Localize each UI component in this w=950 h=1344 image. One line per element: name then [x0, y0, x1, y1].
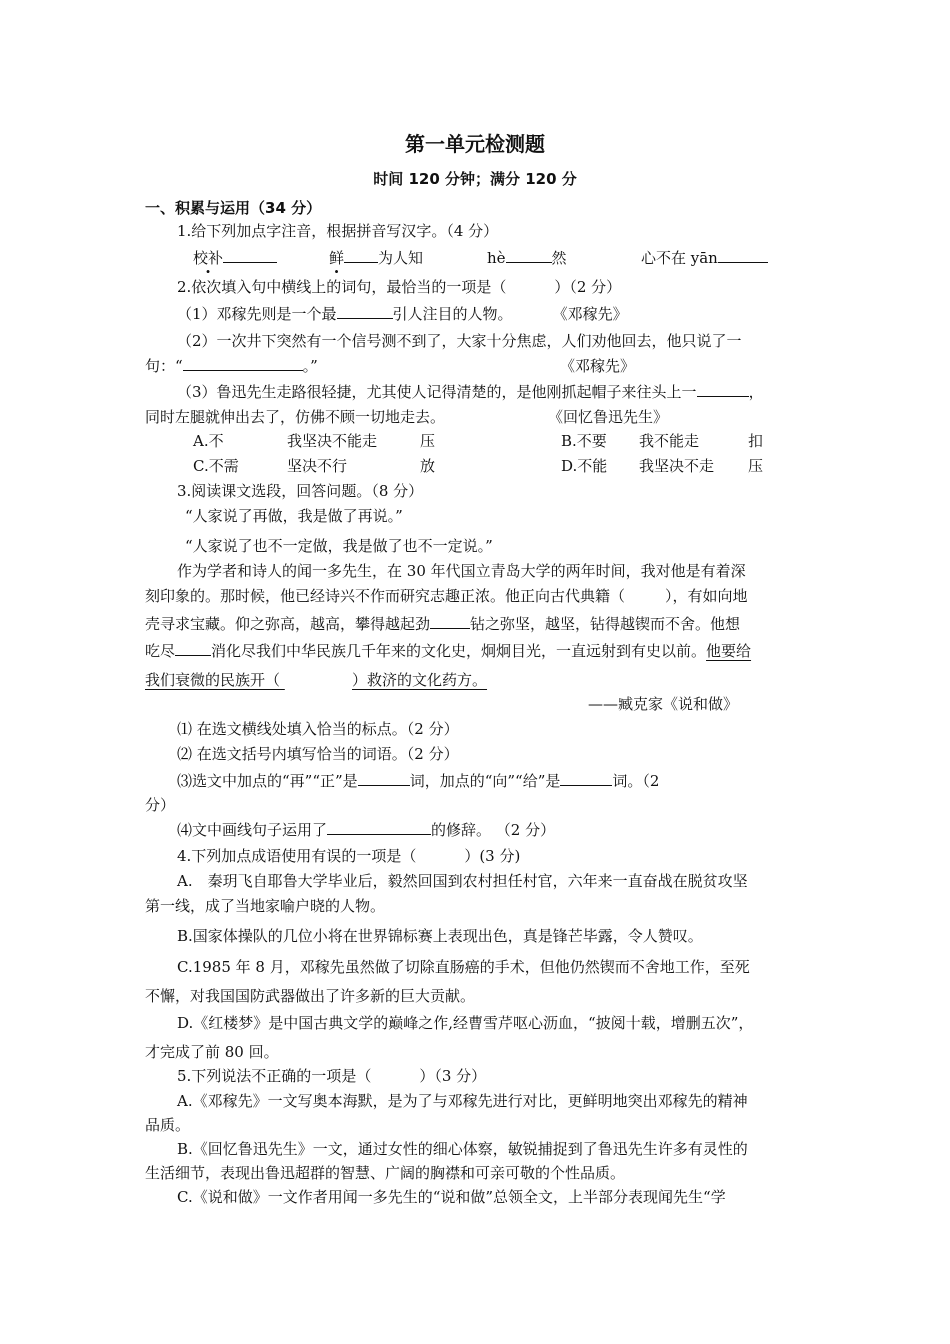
page-subtitle: 时间 120 分钟；满分 120 分 [373, 170, 577, 188]
blank[interactable] [718, 248, 768, 263]
q4-option-d-line-1[interactable]: D.《红楼梦》是中国古典文学的巅峰之作,经曹雪芹呕心沥血，“披阅十载，增删五次”， [177, 1014, 754, 1032]
q3-quote-2: “人家说了也不一定做，我是做了也不一定说。” [185, 537, 493, 555]
q1-stem: 1.给下列加点字注音，根据拼音写汉字。（4 分） [177, 222, 499, 240]
q2-option-c-1[interactable]: C.不需 [193, 457, 239, 475]
blank[interactable] [223, 248, 277, 263]
blank[interactable] [430, 614, 470, 629]
blank[interactable] [344, 248, 378, 263]
q2-option-a-2: 我坚决不能走 [287, 432, 378, 450]
q3-passage-line-2: 刻印象的。那时候，他已经诗兴不作而研究志趣正浓。他正向古代典籍（ ），有如向地 [145, 587, 748, 605]
q3-sub-4: ⑷文中画线句子运用了 的修辞。 （2 分） [177, 821, 556, 839]
q2-sentence-1: （1）邓稼先则是一个最 引人注目的人物。 《邓稼先》 [177, 305, 628, 323]
page-title: 第一单元检测题 [405, 132, 545, 156]
q2-sentence-2b: 句：“ 。” [145, 357, 318, 375]
q2-sentence-2: （2）一次井下突然有一个信号测不到了，大家十分焦虑，人们劝他回去，他只说了一 [177, 332, 742, 350]
blank[interactable] [697, 382, 749, 397]
q3-passage-line-1: 作为学者和诗人的闻一多先生，在 30 年代国立青岛大学的两年时间，我对他是有着深 [177, 562, 746, 580]
q2-sentence-3b: 同时左腿就伸出去了，仿佛不顾一切地走去。 [145, 408, 446, 426]
q2-option-d-1[interactable]: D.不能 [561, 457, 608, 475]
q1-item-3: hè 然 [487, 249, 567, 267]
q3-passage-line-5: 我们衰微的民族开（ ）救济的文化药方。 [145, 671, 488, 689]
section-heading: 一、积累与运用（34 分） [145, 199, 322, 217]
blank[interactable] [327, 820, 431, 835]
blank[interactable] [183, 356, 303, 371]
q2-option-b-1[interactable]: B.不要 [561, 432, 607, 450]
q3-sub-3b: 分） [145, 796, 176, 814]
blank[interactable] [560, 771, 612, 786]
q3-sub-3: ⑶选文中加点的“再”“正”是 词，加点的“向”“给”是 词。（2 [177, 772, 660, 790]
q5-option-b-line-2: 生活细节，表现出鲁迅超群的智慧、广阔的胸襟和可亲可敬的个性品质。 [145, 1164, 626, 1182]
q2-option-b-2: 我不能走 [639, 432, 700, 450]
q5-option-a-line-2: 品质。 [145, 1116, 191, 1134]
blank[interactable] [358, 771, 410, 786]
q1-item-2: 鲜 为人知 [329, 249, 424, 267]
q4-option-c-line-2: 不懈，对我国国防武器做出了许多新的巨大贡献。 [145, 987, 476, 1005]
q2-source-2: 《邓稼先》 [560, 357, 636, 375]
q3-sub-2: ⑵ 在选文括号内填写恰当的词语。（2 分） [177, 745, 459, 763]
blank[interactable] [506, 248, 552, 263]
q3-quote-1: “人家说了再做，我是做了再说。” [185, 507, 403, 525]
q3-sub-1: ⑴ 在选文横线处填入恰当的标点。（2 分） [177, 720, 459, 738]
blank[interactable] [175, 641, 211, 656]
q2-option-d-2: 我坚决不走 [639, 457, 715, 475]
q4-option-d-line-2: 才完成了前 80 回。 [145, 1043, 279, 1061]
q5-option-b-line-1[interactable]: B.《回忆鲁迅先生》一文，通过女性的细心体察，敏锐捕捉到了鲁迅先生许多有灵性的 [177, 1140, 748, 1158]
q2-option-b-3: 扣 [748, 432, 764, 450]
q3-passage-line-3: 壳寻求宝藏。仰之弥高，越高，攀得越起劲 钻之弥坚，越坚，钻得越锲而不舍。他想 [145, 615, 741, 633]
q2-option-a-1[interactable]: A.不 [193, 432, 224, 450]
q4-option-a-line-1[interactable]: A. 秦玥飞自耶鲁大学毕业后，毅然回国到农村担任村官，六年来一直奋战在脱贫攻坚 [177, 872, 748, 890]
q4-stem: 4.下列加点成语使用有误的一项是（ ）(3 分) [177, 847, 521, 865]
blank[interactable] [280, 670, 352, 690]
q2-sentence-3: （3）鲁迅先生走路很轻捷，尤其使人记得清楚的，是他刚抓起帽子来往头上一 ， [177, 383, 764, 401]
q3-source: ——臧克家《说和做》 [588, 695, 739, 713]
q4-option-a-line-2: 第一线，成了当地家喻户晓的人物。 [145, 897, 386, 915]
q3-passage-line-4: 吃尽 消化尽我们中华民族几千年来的文化史，炯炯目光，一直远射到有史以前。他要给 [145, 642, 752, 660]
q3-stem: 3.阅读课文选段，回答问题。（8 分） [177, 482, 424, 500]
q4-option-c-line-1[interactable]: C.1985 年 8 月，邓稼先虽然做了切除直肠癌的手术，但他仍然锲而不舍地工作，至死 [177, 958, 750, 976]
q2-option-d-3: 压 [748, 457, 764, 475]
q5-stem: 5.下列说法不正确的一项是（ ）（3 分） [177, 1067, 487, 1085]
q4-option-b[interactable]: B.国家体操队的几位小将在世界锦标赛上表现出色，真是锋芒毕露，令人赞叹。 [177, 927, 703, 945]
q1-item-4: 心不在 yān [641, 248, 768, 268]
q2-option-c-3: 放 [420, 457, 436, 475]
q2-option-c-2: 坚决不行 [287, 457, 348, 475]
q5-option-a-line-1[interactable]: A.《邓稼先》一文写奥本海默，是为了与邓稼先进行对比，更鲜明地突出邓稼先的精神 [177, 1092, 748, 1110]
q2-source-3: 《回忆鲁迅先生》 [548, 408, 669, 426]
q2-option-a-3: 压 [420, 432, 436, 450]
blank[interactable] [337, 304, 393, 319]
q5-option-c-line-1[interactable]: C.《说和做》一文作者用闻一多先生的“说和做”总领全文，上半部分表现闻先生“学 [177, 1188, 726, 1206]
q2-stem: 2.依次填入句中横线上的词句，最恰当的一项是（ ）（2 分） [177, 278, 622, 296]
q1-item-1: 校补 [193, 248, 277, 268]
